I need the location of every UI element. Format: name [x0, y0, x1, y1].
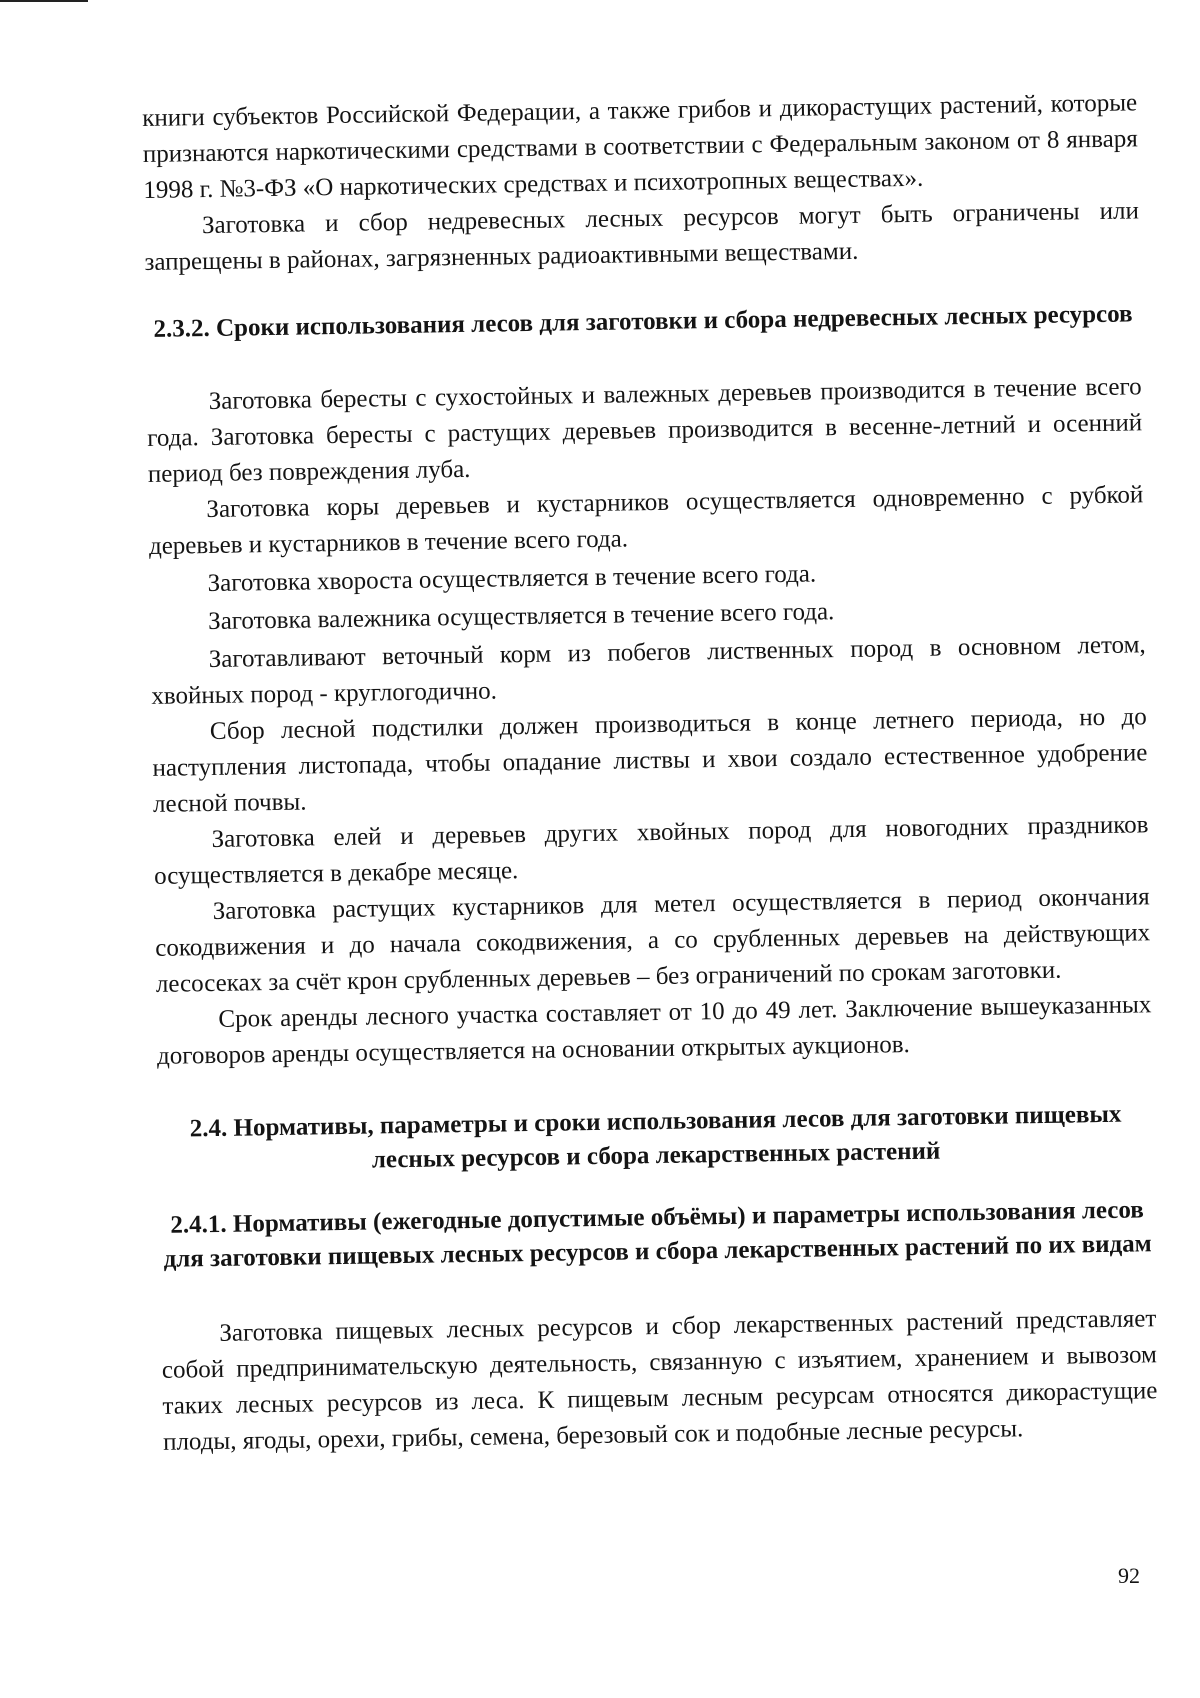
- paragraph-food-resources: Заготовка пищевых лесных ресурсов и сбор лекарственных растений представляет собой предпринимательскую деятельность, связанную с изъятием, хранением и вывозом таких лесных ресурсов из леса. К пищевым лесным ресурсам относятся дикорастущие плоды, ягоды, орехи, грибы, семена, березовый сок и подобные лесные ресурсы.: [161, 1305, 1158, 1456]
- paragraph-continuation: книги субъектов Российской Федерации, а также грибов и дикорастущих растений, которые признаются наркотическими средствами в соответствии с Федеральным законом от 8 января 1998 г. №3-ФЗ «О наркотических средствах и психотропных веществах».: [142, 89, 1138, 204]
- paragraph-branch-fodder: Заготавливают веточный корм из побегов лиственных пород в основном летом, хвойных пород - круглогодично.: [151, 631, 1146, 710]
- section-heading-2-3-2: 2.3.2. Сроки использования лесов для заготовки и сбора недревесных лесных ресурсов: [153, 300, 1133, 343]
- paragraph-bark: Заготовка коры деревьев и кустарников осуществляется одновременно с рубкой деревьев и кустарников в течение всего года.: [148, 481, 1144, 560]
- paragraph-broom-shrubs: Заготовка растущих кустарников для метел осуществляется в период окончания сокодвижения и до начала сокодвижения, а со срубленных деревьев на действующих лесосеках за счёт крон срубленных деревьев – без ограничений по срокам заготовки.: [155, 883, 1151, 998]
- section-heading-2-4-1: 2.4.1. Нормативы (ежегодные допустимые объёмы) и параметры использования лесов для заготовки пищевых лесных ресурсов и сбора лекарственных растений по их видам: [163, 1196, 1152, 1273]
- paragraph-restrictions: Заготовка и сбор недревесных лесных ресурсов могут быть ограничены или запрещены в районах, загрязненных радиоактивными веществами.: [144, 197, 1140, 276]
- page-content: [142, 85, 1158, 1460]
- scan-edge-mark: [0, 0, 88, 2]
- page-number: 92: [1118, 1563, 1140, 1588]
- paragraph-birch-bark: Заготовка бересты с сухостойных и валежных деревьев производится в течение всего года. Заготовка бересты с растущих деревьев производится в весенне-летний и осенний период без повреждения луба.: [147, 373, 1143, 488]
- paragraph-forest-litter: Сбор лесной подстилки должен производиться в конце летнего периода, но до наступления листопада, чтобы опадание листвы и хвои создало естественное удобрение лесной почвы.: [152, 703, 1148, 818]
- paragraph-deadwood: Заготовка валежника осуществляется в течение всего года.: [207, 598, 835, 636]
- paragraph-brushwood: Заготовка хвороста осуществляется в течение всего года.: [207, 560, 817, 598]
- paragraph-new-year-trees: Заготовка елей и деревьев других хвойных пород для новогодних праздников осуществляется в декабре месяце.: [153, 811, 1149, 890]
- section-heading-2-4: 2.4. Нормативы, параметры и сроки использования лесов для заготовки пищевых лесных ресурсов и сбора лекарственных растений: [189, 1100, 1122, 1174]
- paragraph-lease-term: Срок аренды лесного участка составляет от 10 до 49 лет. Заключение вышеуказанных договоров аренды осуществляется на основании открытых аукционов.: [156, 991, 1152, 1070]
